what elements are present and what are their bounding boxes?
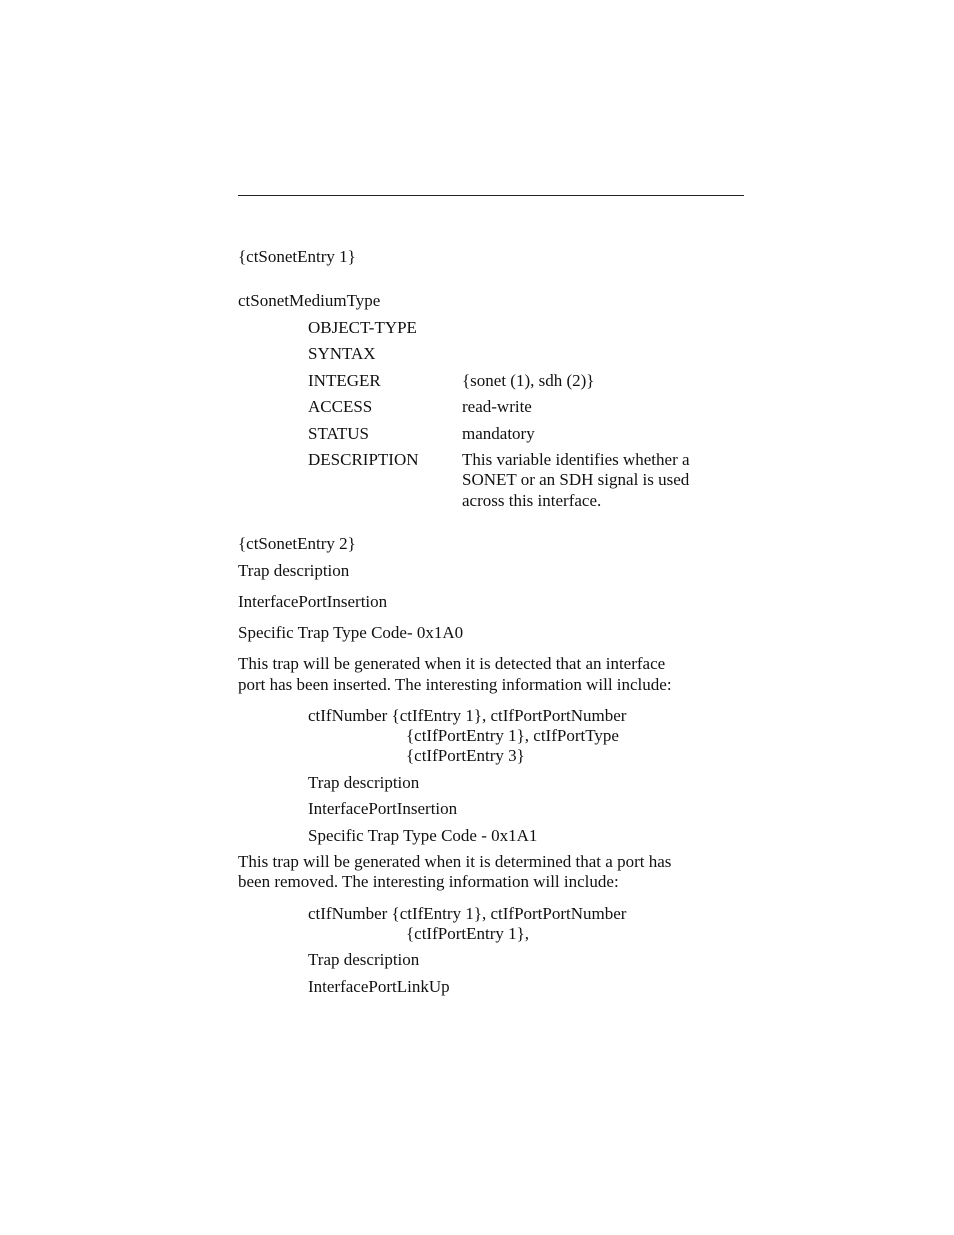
info-line: ctIfNumber {ctIfEntry 1}, ctIfPortPortNumber xyxy=(308,904,627,923)
field-value-access: read-write xyxy=(462,397,532,416)
entry-ref: {ctSonetEntry 2} xyxy=(238,534,356,553)
description-line: SONET or an SDH signal is used xyxy=(462,470,690,489)
paragraph-line: been removed. The interesting information will include: xyxy=(238,872,619,891)
info-line: {ctIfPortEntry 1}, ctIfPortType xyxy=(406,726,619,745)
info-line: {ctIfPortEntry 3} xyxy=(406,746,525,765)
entry-ref: {ctSonetEntry 1} xyxy=(238,247,356,266)
trap-name: InterfacePortInsertion xyxy=(238,592,388,611)
object-name: ctSonetMediumType xyxy=(238,291,381,310)
trap-name: InterfacePortInsertion xyxy=(308,799,458,818)
description-line: This variable identifies whether a xyxy=(462,450,690,469)
info-line: {ctIfPortEntry 1}, xyxy=(406,924,530,943)
paragraph-line: This trap will be generated when it is detected that an interface xyxy=(238,654,666,673)
trap-code: Specific Trap Type Code- 0x1A0 xyxy=(238,623,464,642)
trap-description-label: Trap description xyxy=(308,773,420,792)
field-label-integer: INTEGER xyxy=(308,371,381,390)
field-label-syntax: SYNTAX xyxy=(308,344,376,363)
info-line: ctIfNumber {ctIfEntry 1}, ctIfPortPortNumber xyxy=(308,706,627,725)
field-value-status: mandatory xyxy=(462,424,535,443)
field-value-integer: {sonet (1), sdh (2)} xyxy=(462,371,595,390)
description-line: across this interface. xyxy=(462,491,602,510)
paragraph-line: This trap will be generated when it is determined that a port has xyxy=(238,852,672,871)
trap-code: Specific Trap Type Code - 0x1A1 xyxy=(308,826,538,845)
trap-description-label: Trap description xyxy=(308,950,420,969)
trap-description-label: Trap description xyxy=(238,561,350,580)
paragraph-line: port has been inserted. The interesting information will include: xyxy=(238,675,672,694)
trap-name: InterfacePortLinkUp xyxy=(308,977,450,996)
field-label-object-type: OBJECT-TYPE xyxy=(308,318,417,337)
field-label-access: ACCESS xyxy=(308,397,373,416)
field-label-status: STATUS xyxy=(308,424,369,443)
field-label-description: DESCRIPTION xyxy=(308,450,419,469)
header-rule xyxy=(238,195,744,196)
